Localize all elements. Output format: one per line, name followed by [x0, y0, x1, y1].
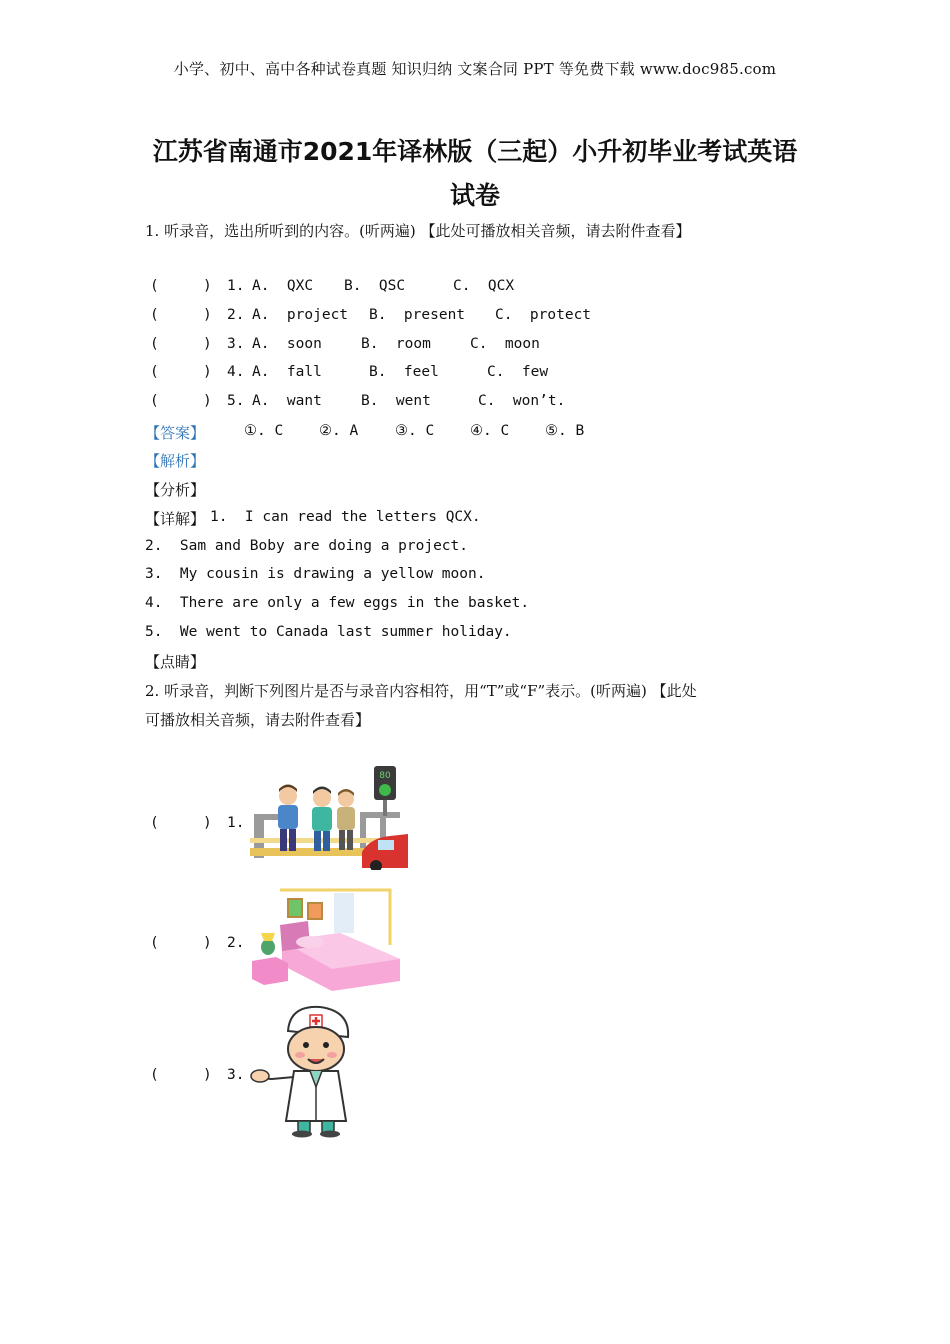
- answer-bracket-open: (: [150, 336, 159, 352]
- detail-line: 1. I can read the letters QCX.: [210, 509, 481, 525]
- answer-bracket-open: (: [150, 278, 159, 294]
- traffic-light-number: 80: [379, 771, 391, 781]
- answer-bracket-close: ): [203, 307, 212, 323]
- boy-shirt: [278, 805, 298, 829]
- doctor-shoe: [320, 1131, 340, 1138]
- detail-line: 2. Sam and Boby are doing a project.: [145, 538, 469, 554]
- detail-line: 4. There are only a few eggs in the basket.: [145, 595, 530, 611]
- answer-bracket-close: ): [203, 935, 212, 951]
- answer-bracket-close: ): [203, 336, 212, 352]
- option-a: A. fall: [252, 364, 322, 380]
- page-title-line2: 试卷: [449, 181, 500, 210]
- detail-line: 3. My cousin is drawing a yellow moon.: [145, 566, 486, 582]
- boy-leg: [280, 829, 287, 851]
- option-c: C. moon: [470, 336, 540, 352]
- question-number: 2.: [227, 935, 245, 951]
- question-number: 1.: [227, 815, 245, 831]
- question-number: 4.: [227, 364, 245, 380]
- answer-bracket-close: ): [203, 1067, 212, 1083]
- doctor-hand: [251, 1070, 269, 1082]
- doctor-shoe: [292, 1131, 312, 1138]
- answer-bracket-open: (: [150, 393, 159, 409]
- answer-1: ①. C: [244, 423, 284, 439]
- option-a: A. want: [252, 393, 322, 409]
- car-window: [378, 840, 394, 850]
- option-b: B. feel: [369, 364, 439, 380]
- boy-head: [313, 789, 331, 807]
- answer-bracket-open: (: [150, 1067, 159, 1083]
- option-c: C. won’t.: [478, 393, 566, 409]
- question-number: 3.: [227, 336, 245, 352]
- doctor-face: [288, 1027, 344, 1071]
- boy-leg: [314, 831, 321, 851]
- boy-leg: [323, 831, 330, 851]
- question-number: 1.: [227, 278, 245, 294]
- fenxi-label: 【分析】: [145, 481, 206, 499]
- detail-label: 【详解】: [145, 510, 206, 528]
- light-pole: [383, 800, 387, 816]
- boy-shirt: [337, 807, 355, 830]
- wall-picture: [308, 903, 322, 919]
- section2-instruction-line2: 可播放相关音频，请去附件查看】: [145, 711, 371, 729]
- option-a: A. soon: [252, 336, 322, 352]
- section2-instruction: 2. 听录音，判断下列图片是否与录音内容相符，用“T”或“F”表示。(听两遍) 【此处: [145, 682, 697, 700]
- answer-bracket-open: (: [150, 364, 159, 380]
- street-crossing-picture: [250, 762, 410, 870]
- detail-line: 5. We went to Canada last summer holiday.: [145, 624, 512, 640]
- option-a: A. project: [252, 307, 349, 323]
- nightstand: [252, 957, 288, 985]
- boy-leg: [339, 830, 345, 850]
- cheek: [295, 1052, 305, 1058]
- doctor-picture: [250, 1003, 360, 1138]
- answer-bracket-close: ): [203, 815, 212, 831]
- answer-bracket-close: ): [203, 393, 212, 409]
- option-b: B. went: [361, 393, 431, 409]
- lamp-base: [261, 939, 275, 955]
- boy-leg: [289, 829, 296, 851]
- fence-bar: [254, 814, 280, 820]
- doctor-eye: [323, 1042, 329, 1048]
- answer-bracket-open: (: [150, 307, 159, 323]
- fence-post: [360, 812, 366, 852]
- boy-shirt: [312, 807, 332, 831]
- answer-4: ④. C: [470, 423, 510, 439]
- section1-instruction: 1. 听录音，选出所听到的内容。(听两遍) 【此处可播放相关音频，请去附件查看】: [145, 222, 691, 240]
- option-c: C. few: [487, 364, 549, 380]
- question-number: 3.: [227, 1067, 245, 1083]
- option-c: C. protect: [495, 307, 592, 323]
- comment-label: 【点睛】: [145, 653, 206, 671]
- answer-bracket-open: (: [150, 815, 159, 831]
- option-c: C. QCX: [453, 278, 515, 294]
- question-number: 5.: [227, 393, 245, 409]
- option-b: B. room: [361, 336, 431, 352]
- answer-3: ③. C: [395, 423, 435, 439]
- pillow: [296, 936, 324, 948]
- answer-label: 【答案】: [145, 424, 206, 442]
- window-light: [334, 893, 354, 933]
- answer-2: ②. A: [319, 423, 359, 439]
- answer-bracket-open: (: [150, 935, 159, 951]
- green-light: [379, 784, 391, 796]
- answer-5: ⑤. B: [545, 423, 585, 439]
- wall-picture: [288, 899, 302, 917]
- bedroom-picture: [250, 885, 405, 995]
- option-b: B. present: [369, 307, 466, 323]
- site-header: 小学、初中、高中各种试卷真题 知识归纳 文案合同 PPT 等免费下载 www.doc985.com: [173, 60, 777, 78]
- analysis-label: 【解析】: [145, 452, 206, 470]
- answer-bracket-close: ): [203, 278, 212, 294]
- cheek: [327, 1052, 337, 1058]
- answer-bracket-close: ): [203, 364, 212, 380]
- boy-leg: [347, 830, 353, 850]
- option-b: B. QSC: [344, 278, 406, 294]
- page-title: 江苏省南通市2021年译林版（三起）小升初毕业考试英语: [152, 137, 798, 166]
- option-a: A. QXC: [252, 278, 314, 294]
- lamp-shade: [261, 933, 275, 941]
- doctor-eye: [303, 1042, 309, 1048]
- boy-head: [279, 787, 297, 805]
- question-number: 2.: [227, 307, 245, 323]
